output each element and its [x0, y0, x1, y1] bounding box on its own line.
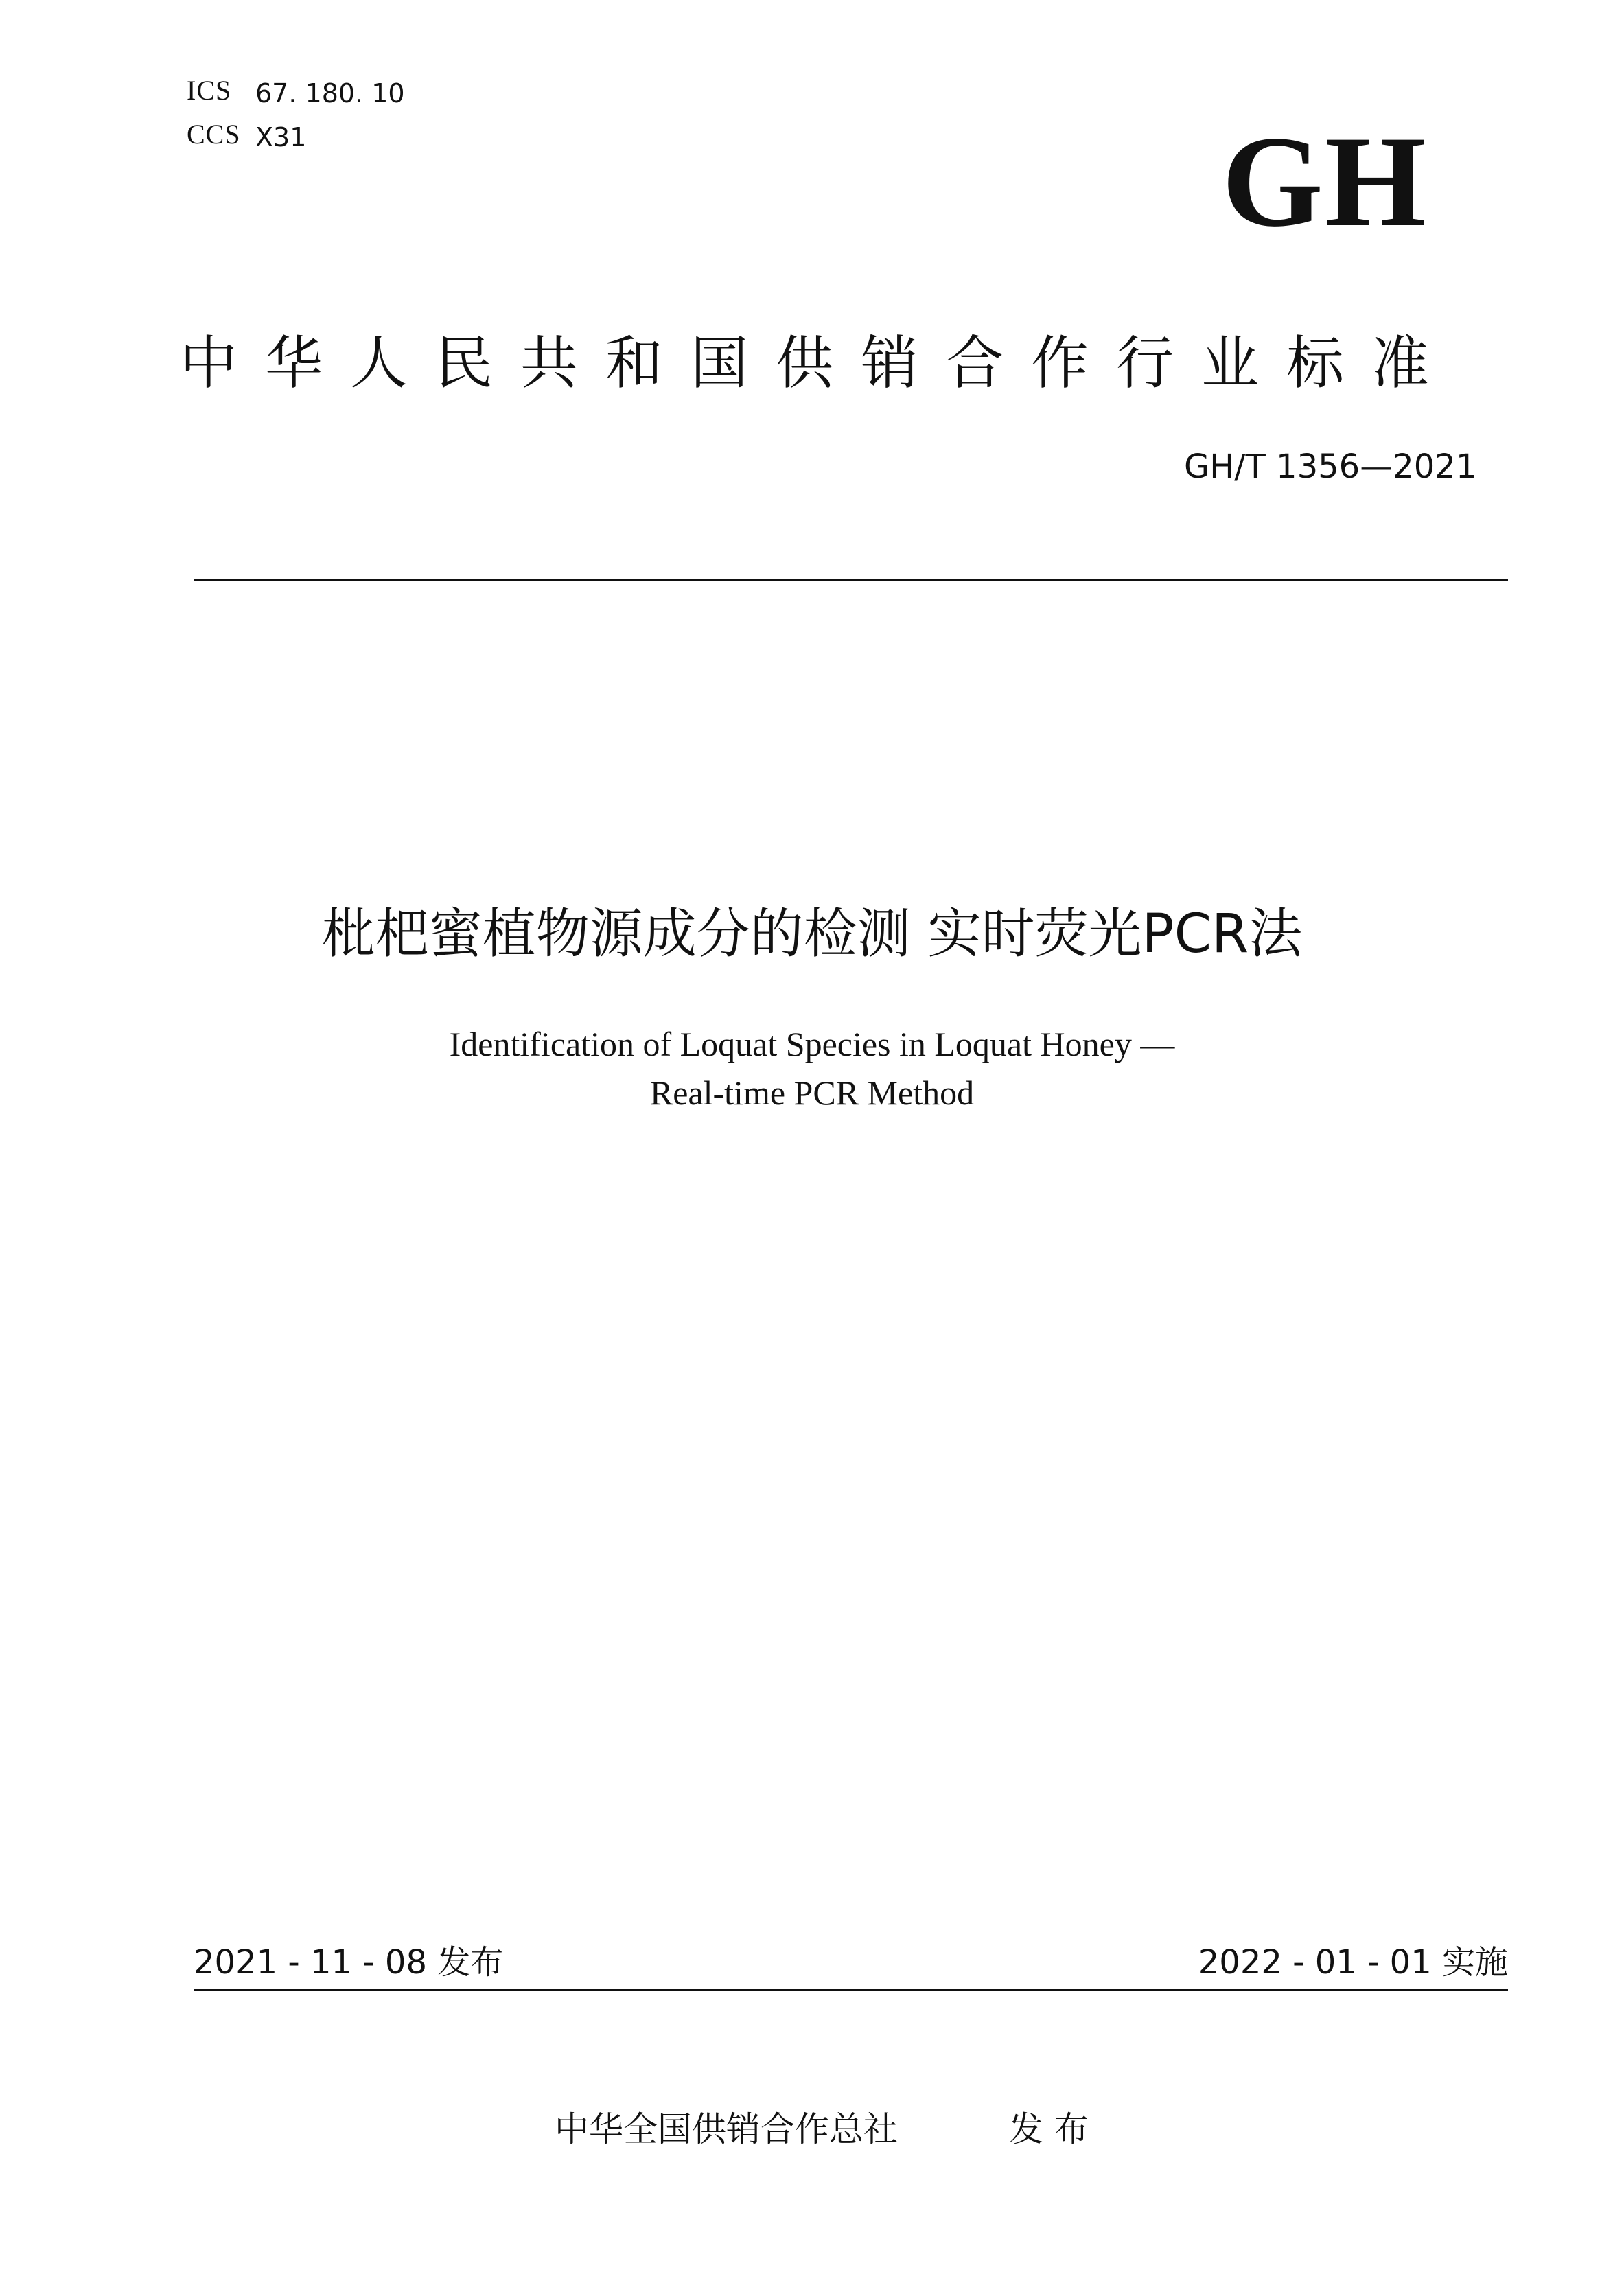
- top-divider: [194, 579, 1508, 581]
- publisher-name: 中华全国供销合作总社: [555, 2109, 898, 2149]
- title-english-line2: Real-time PCR Method: [649, 1074, 975, 1112]
- bottom-divider: [194, 1989, 1508, 1991]
- ics-label: ICS: [187, 75, 232, 106]
- title-english-line1: Identification of Loquat Species in Loquat Honey —: [449, 1025, 1175, 1063]
- publisher-action: 发 布: [1009, 2109, 1089, 2149]
- gh-logo: GH: [1222, 110, 1428, 254]
- implementation-date: 2022 - 01 - 01 实施: [1198, 1943, 1508, 1982]
- standard-type: 中华人民共和国供销合作行业标准: [180, 329, 1457, 397]
- standard-number: GH/T 1356—2021: [1184, 448, 1477, 486]
- issue-date: 2021 - 11 - 08 发布: [194, 1943, 504, 1982]
- title-chinese: 枇杷蜜植物源成分的检测 实时荧光PCR法: [321, 903, 1303, 965]
- ics-code: 67. 180. 10: [255, 78, 405, 108]
- ccs-label: CCS: [187, 119, 241, 150]
- ccs-code: X31: [255, 122, 307, 152]
